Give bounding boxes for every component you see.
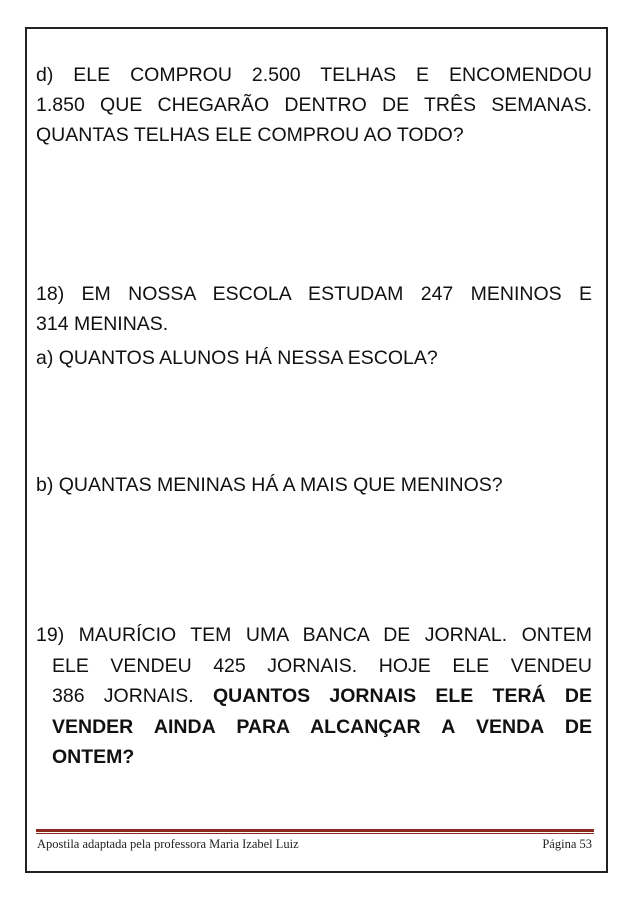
question-d-line-1: d) ELE COMPROU 2.500 TELHAS E ENCOMENDOU <box>36 64 592 86</box>
question-d <box>36 60 592 150</box>
question-19-line-4: VENDER AINDA PARA ALCANÇAR A VENDA DE <box>52 715 592 738</box>
question-19-line-1: 19) MAURÍCIO TEM UMA BANCA DE JORNAL. ONTEM <box>36 624 592 646</box>
page-number: Página 53 <box>542 837 592 851</box>
question-18-item-b-text: b) QUANTAS MENINAS HÁ A MAIS QUE MENINOS? <box>36 474 503 496</box>
question-19 <box>36 620 592 773</box>
footer-credit: Apostila adaptada pela professora Maria Izabel Luiz <box>37 837 299 851</box>
question-19-line-3-plain: 386 JORNAIS. <box>52 685 194 707</box>
question-d-line-2: 1.850 QUE CHEGARÃO DENTRO DE TRÊS SEMANAS. <box>36 94 592 116</box>
question-18-line-2: 314 MENINAS. <box>36 313 169 335</box>
footer-rule-thin <box>36 833 594 834</box>
question-18-line-1: 18) EM NOSSA ESCOLA ESTUDAM 247 MENINOS E <box>36 283 592 305</box>
question-19-line-5: ONTEM? <box>52 746 135 768</box>
question-18 <box>36 279 592 339</box>
footer-rule <box>36 829 594 832</box>
question-19-line-2: ELE VENDEU 425 JORNAIS. HOJE ELE VENDEU <box>52 654 592 677</box>
question-19-line-3-bold: QUANTOS JORNAIS ELE TERÁ DE <box>213 685 592 707</box>
question-18-item-a-text: a) QUANTOS ALUNOS HÁ NESSA ESCOLA? <box>36 347 438 369</box>
question-18-item-a <box>36 343 592 373</box>
question-d-line-3: QUANTAS TELHAS ELE COMPROU AO TODO? <box>36 124 464 146</box>
question-19-line-3 <box>36 681 592 712</box>
question-18-item-b <box>36 470 592 500</box>
